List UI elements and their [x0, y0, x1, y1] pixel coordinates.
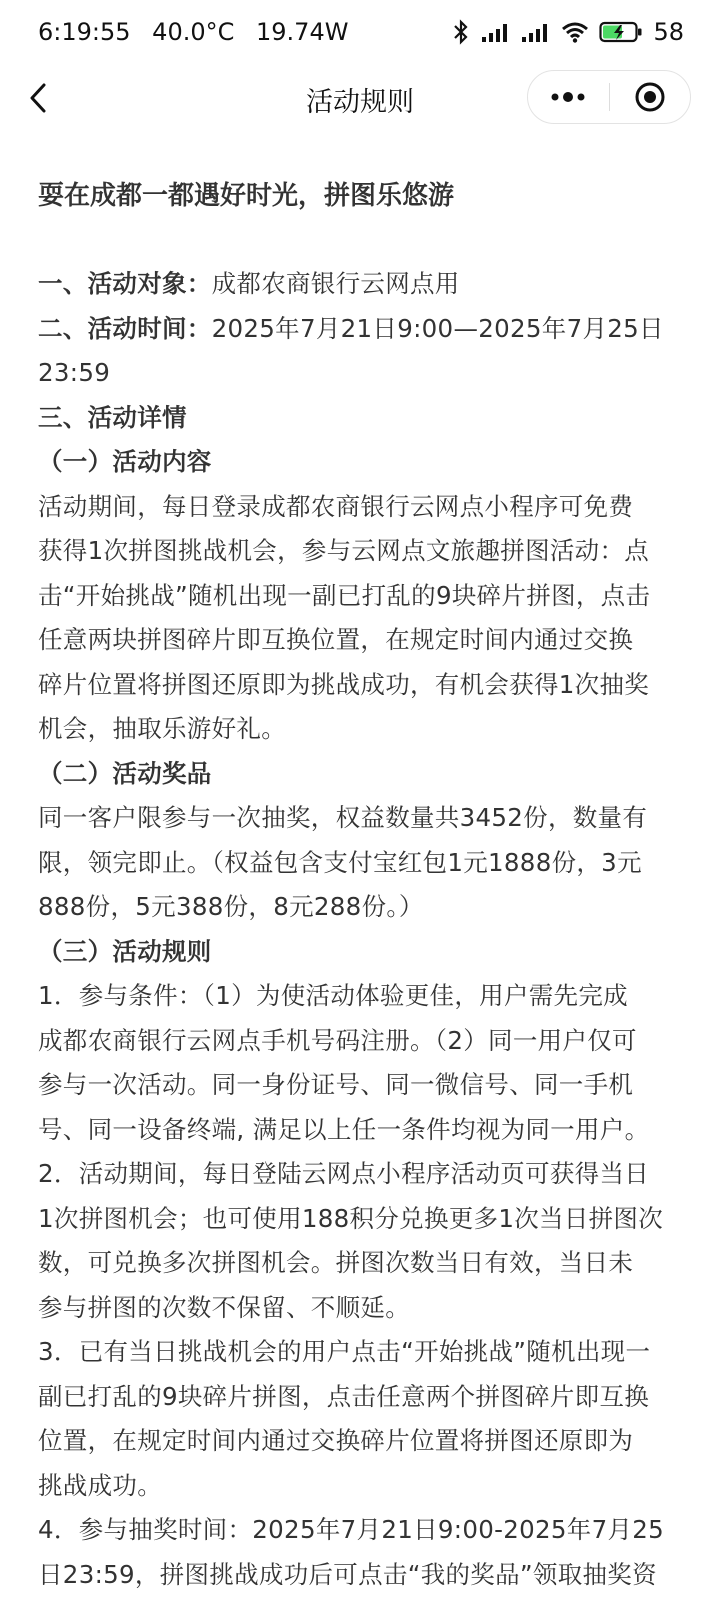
status-right [451, 18, 684, 46]
page-title: 活动规则 [306, 86, 414, 118]
rules-line-label: 二、活动时间： [38, 313, 212, 343]
rules-line-text: 击“开始挑战”随机出现一副已打乱的9块碎片拼图，点击 [38, 580, 651, 610]
close-mini-program-button[interactable] [610, 71, 691, 123]
rules-line [38, 1330, 680, 1375]
status-power: 19.74W [256, 18, 349, 46]
rules-line [38, 1553, 680, 1598]
rules-line [38, 440, 680, 485]
rules-line-text: 同一客户限参与一次抽奖，权益数量共3452份，数量有 [38, 803, 648, 832]
rules-line [38, 485, 680, 530]
rules-line [38, 974, 680, 1019]
rules-line [38, 663, 680, 708]
rules-line-text: 1次拼图机会；也可使用188积分兑换更多1次当日拼图次 [38, 1203, 664, 1233]
rules-heading: 耍在成都一都遇好时光，拼图乐悠游 [38, 181, 455, 211]
rules-line [38, 1419, 680, 1464]
rules-content [0, 134, 720, 1597]
rules-line [38, 752, 680, 797]
rules-line [38, 351, 680, 396]
rules-line [38, 396, 680, 441]
rules-line [38, 1375, 680, 1420]
signal-icon [521, 21, 551, 43]
rules-line [38, 1464, 680, 1509]
rules-line-text: 888份，5元388份，8元288份。） [38, 892, 424, 921]
battery-charging-icon [599, 20, 643, 44]
target-circle-icon [634, 81, 666, 113]
rules-line-text: 4．参与抽奖时间：2025年7月21日9:00-2025年7月25 [38, 1515, 665, 1544]
rules-line-text: 限，领完即止。（权益包含支付宝红包1元1888份，3元 [38, 847, 642, 877]
rules-line [38, 618, 680, 663]
rules-line-label: 三、活动详情 [38, 402, 187, 432]
more-dots-icon [550, 91, 586, 103]
battery-level: 58 [653, 18, 684, 46]
nav-bar [0, 64, 720, 134]
status-left [38, 18, 362, 46]
rules-line [38, 529, 680, 574]
rules-line [38, 796, 680, 841]
rules-line-label: 一、活动对象： [38, 269, 212, 298]
rules-line [38, 1286, 680, 1331]
rules-line [38, 307, 680, 352]
rules-line-text: 副已打乱的9块碎片拼图，点击任意两个拼图碎片即互换 [38, 1381, 650, 1411]
rules-line-text: 数，可兑换多次拼图机会。拼图次数当日有效，当日未 [38, 1248, 634, 1277]
rules-line-text: 位置，在规定时间内通过交换碎片位置将拼图还原即为 [38, 1426, 634, 1455]
rules-line [38, 1063, 680, 1108]
status-bar [0, 0, 720, 64]
rules-line [38, 1019, 680, 1064]
rules-line-text: 任意两块拼图碎片即互换位置，在规定时间内通过交换 [38, 625, 634, 654]
chevron-left-icon [28, 82, 48, 114]
status-time: 6:19:55 [38, 18, 131, 46]
rules-line [38, 1241, 680, 1286]
rules-line [38, 1508, 680, 1553]
rules-line-text: 参与一次活动。同一身份证号、同一微信号、同一手机 [38, 1070, 634, 1099]
rules-text [38, 262, 680, 1597]
rules-line-text: 日23:59，拼图挑战成功后可点击“我的奖品”领取抽奖资 [38, 1559, 657, 1589]
rules-line-text: 参与拼图的次数不保留、不顺延。 [38, 1292, 410, 1322]
back-button[interactable] [20, 78, 56, 118]
rules-line-label: （二）活动奖品 [38, 758, 212, 788]
bluetooth-icon [451, 19, 471, 45]
rules-line-text: 2025年7月21日9:00—2025年7月25日 [211, 313, 664, 343]
rules-line [38, 841, 680, 886]
rules-line [38, 1197, 680, 1242]
rules-line-text: 碎片位置将拼图还原即为挑战成功，有机会获得1次抽奖 [38, 669, 650, 699]
rules-line-text: 活动期间，每日登录成都农商银行云网点小程序可免费 [38, 491, 634, 521]
rules-line-text: 2．活动期间，每日登陆云网点小程序活动页可获得当日 [38, 1159, 650, 1188]
wifi-icon [561, 21, 589, 43]
rules-line-label: （一）活动内容 [38, 447, 212, 476]
signal-icon [481, 21, 511, 43]
rules-line-text: 3．已有当日挑战机会的用户点击“开始挑战”随机出现一 [38, 1337, 651, 1366]
rules-line-text: 号、同一设备终端, 满足以上任一条件均视为同一用户。 [38, 1114, 650, 1144]
rules-line-text: 23:59 [38, 358, 111, 387]
rules-line-text: 机会，抽取乐游好礼。 [38, 714, 286, 743]
more-button[interactable] [528, 71, 609, 123]
rules-line-label: （三）活动规则 [38, 936, 212, 966]
status-temperature: 40.0°C [152, 18, 235, 46]
rules-line [38, 707, 680, 752]
rules-line-text: 成都农商银行云网点用 [211, 269, 460, 298]
rules-line [38, 1108, 680, 1153]
rules-line [38, 1152, 680, 1197]
rules-line [38, 930, 680, 975]
rules-line [38, 262, 680, 307]
rules-line-text: 成都农商银行云网点手机号码注册。（2）同一用户仅可 [38, 1025, 637, 1055]
mini-program-capsule [527, 70, 691, 124]
rules-line-text: 获得1次拼图挑战机会，参与云网点文旅趣拼图活动：点 [38, 536, 650, 565]
rules-line-text: 挑战成功。 [38, 1470, 162, 1500]
rules-line [38, 574, 680, 619]
rules-line [38, 885, 680, 930]
rules-line-text: 1．参与条件：（1）为使活动体验更佳，用户需先完成 [38, 981, 628, 1010]
